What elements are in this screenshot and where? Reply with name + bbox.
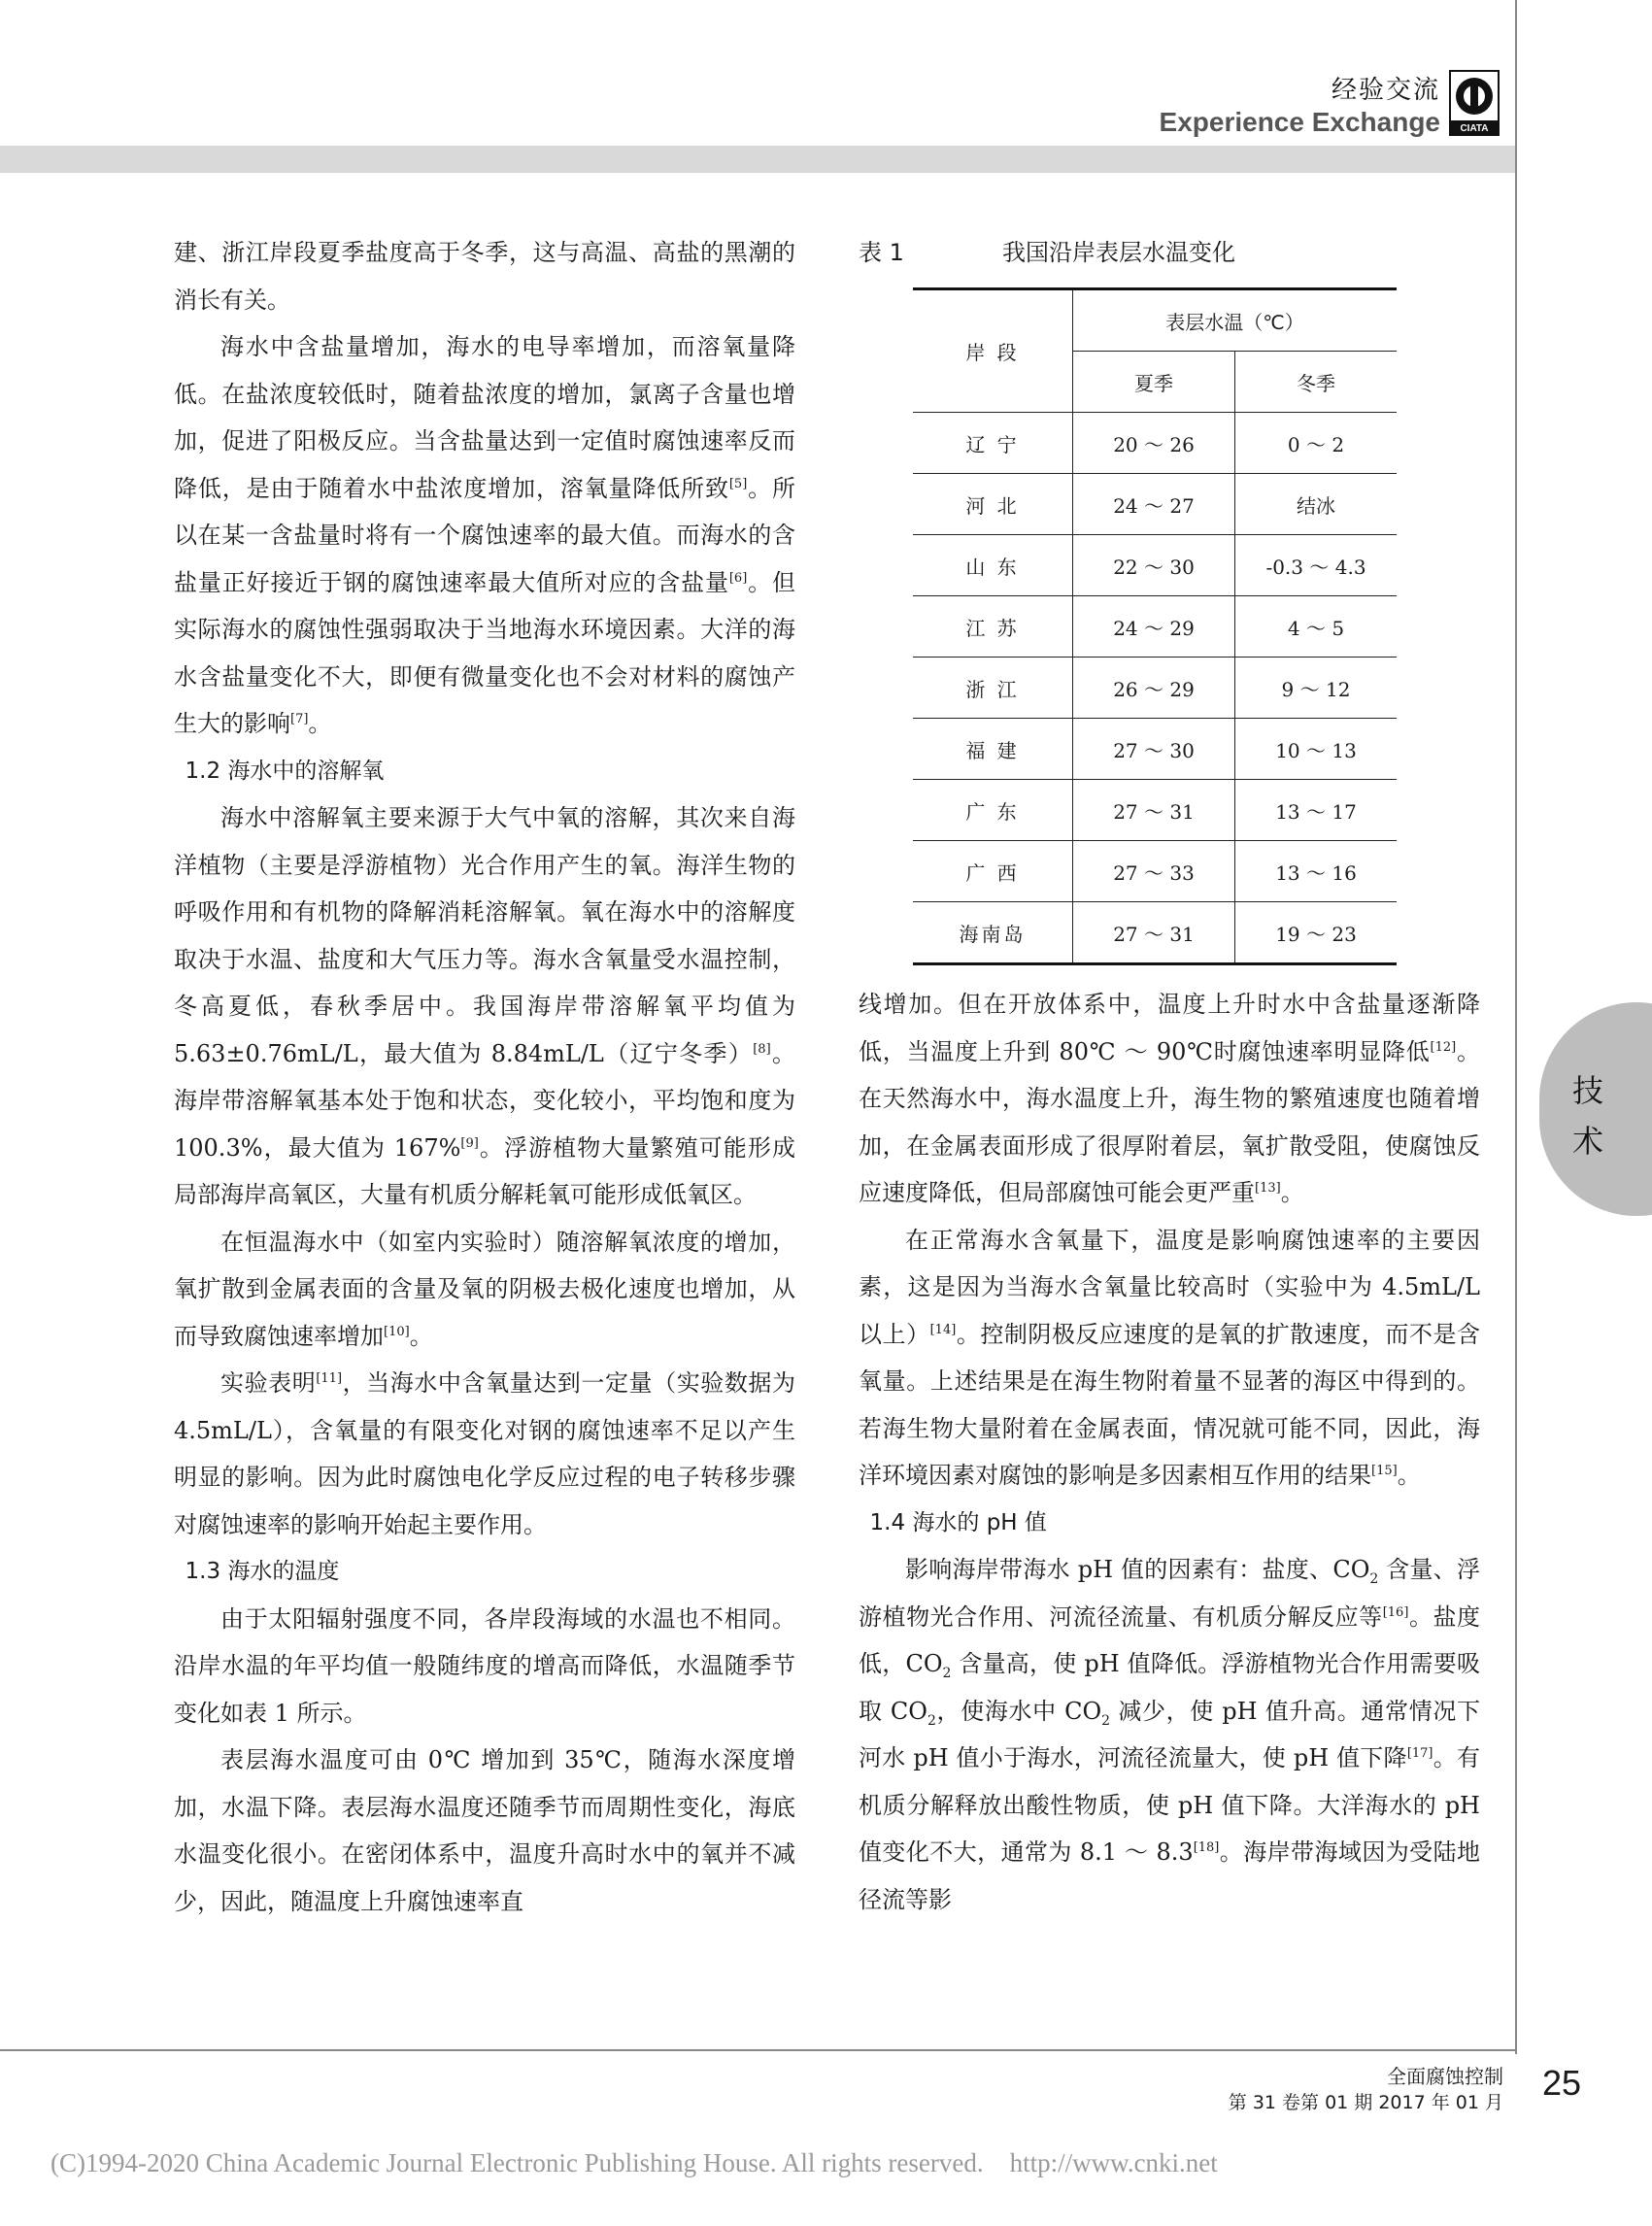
table-row: 山 东 22 ～ 30 -0.3 ～ 4.3 [913,535,1397,596]
paragraph: 实验表明[11]，当海水中含氧量达到一定量（实验数据为 4.5mL/L），含氧量的有限变化对钢的腐蚀速率不足以产生明显的影响。因为此时腐蚀电化学反应过程的电子转移步骤对腐蚀速率的影响开始起主要作用。 [174,1369,796,1538]
citation: [15] [1371,1464,1398,1478]
journal-name: 全面腐蚀控制 [1387,2065,1503,2088]
header-band [0,146,1515,173]
table-row: 广 东 27 ～ 31 13 ～ 17 [913,780,1397,841]
citation: [10] [384,1324,410,1339]
left-column [174,229,795,1925]
paragraph: 海水中含盐量增加，海水的电导率增加，而溶氧量降低。在盐浓度较低时，随着盐浓度的增加，氯离子含量也增加，促进了阳极反应。当含盐量达到一定值时腐蚀速率反而降低，是由于随着水中盐浓度增加，溶氧量降低所致[5]。所以在某一含盐量时将有一个腐蚀速率的最大值。而海水的含盐量正好接近于钢的腐蚀速率最大值所对应的含盐量[6]。但实际海水的腐蚀性强弱取决于当地海水环境因素。大洋的海水含盐量变化不大，即便有微量变化也不会对材料的腐蚀产生大的影响[7]。 [174,333,796,737]
footer-rule [0,2049,1515,2051]
citation: [8] [753,1041,771,1057]
citation: [13] [1255,1181,1281,1196]
header-summer: 夏季 [1073,352,1235,413]
header-winter: 冬季 [1235,352,1398,413]
copyright-watermark: (C)1994-2020 China Academic Journal Electronic Publishing House. All rights reserved. http://www.cnki.net [51,2148,1218,2177]
paragraph: 海水中溶解氧主要来源于大气中氧的溶解，其次来自海洋植物（主要是浮游植物）光合作用产生的氧。海洋生物的呼吸作用和有机物的降解消耗溶解氧。氧在海水中的溶解度取决于水温、盐度和大气压力等。海水含氧量受水温控制，冬高夏低，春秋季居中。我国海岸带溶解氧平均值为 5.63±0.76mL/L，最大值为 8.84mL/L（辽宁冬季）[8]。海岸带溶解氧基本处于饱和状态，变化较小，平均饱和度为 100.3%，最大值为 167%[9]。浮游植物大量繁殖可能形成局部海岸高氧区，大量有机质分解耗氧可能形成低氧区。 [174,804,795,1208]
citation: [16] [1382,1604,1409,1620]
side-tab-char: 技 [1572,1072,1604,1109]
table-row: 福 建 27 ～ 30 10 ～ 13 [913,719,1397,780]
water-temperature-table [913,287,1397,965]
paragraph: 影响海岸带海水 pH 值的因素有：盐度、$CO_2$ 含量、浮游植物光合作用、河流径流量、有机质分解反应等[16]。盐度低，$CO_2$ 含量高，使 pH 值降低。浮游植物光合作用需要吸取 $CO_2$，使海水中 $CO_2$ 减少，使 pH 值升高。通常情况下河水 pH 值小于海水，河流径流量大，使 pH 值下降[17]。有机质分解释放出酸性物质，使 pH 值下降。大洋海水的 pH 值变化不大，通常为 8.1 ～ 8.3[18]。海岸带海域因为受陆地径流等影 [859,1556,1481,1913]
side-tab-char: 术 [1572,1123,1604,1160]
paragraph: 表层海水温度可由 0℃ 增加到 35℃，随海水深度增加，水温下降。表层海水温度还随季节而周期性变化，海底水温变化很小。在密闭体系中，温度升高时水中的氧并不减少，因此，随温度上升腐蚀速率直 [174,1746,795,1915]
table-row: 辽 宁 20 ～ 26 0 ～ 2 [913,413,1397,474]
table-title: 我国沿岸表层水温变化 [1002,239,1235,266]
table-row: 河 北 24 ～ 27 结冰 [913,474,1397,535]
paragraph: 线增加。但在开放体系中，温度上升时水中含盐量逐渐降低，当温度上升到 80℃ ～ 90℃时腐蚀速率明显降低[12]。在天然海水中，海水温度上升，海生物的繁殖速度也随着增加，在金属表面形成了很厚附着层，氧扩散受阻，使腐蚀反应速度降低，但局部腐蚀可能会更严重[13]。 [859,991,1480,1206]
citation: [5] [728,476,748,491]
table-row: 浙 江 26 ～ 29 9 ～ 12 [913,658,1397,719]
table-row: 江 苏 24 ～ 29 4 ～ 5 [913,596,1397,658]
right-margin-rule [1515,0,1517,2054]
section-heading-1-3: 1.3 海水的温度 [185,1559,340,1584]
issue-info: 第 31 卷第 01 期 2017 年 01 月 [1228,2092,1503,2113]
citation: [7] [290,712,309,726]
ciata-logo [1449,70,1500,136]
table-caption [859,233,1235,267]
citation: [18] [1193,1840,1220,1855]
citation: [14] [929,1322,957,1337]
right-column [859,981,1480,1923]
section-title-en: Experience Exchange [1159,107,1440,137]
citation: [6] [728,570,748,586]
paragraph: 在正常海水含氧量下，温度是影响腐蚀速率的主要因素，这是因为当海水含氧量比较高时（实验中为 4.5mL/L 以上）[14]。控制阴极反应速度的是氧的扩散速度，而不是含氧量。上述结果是在海生物附着量不显著的海区中得到的。若海生物大量附着在金属表面，情况就可能不同，因此，海洋环境因素对腐蚀的影响是多因素相互作用的结果[15]。 [859,1226,1481,1489]
section-title-cn: 经验交流 [1331,76,1440,105]
table-label: 表 1 [859,239,904,266]
section-heading-1-2: 1.2 海水中的溶解氧 [185,758,385,784]
paragraph: 在恒温海水中（如室内实验时）随溶解氧浓度的增加，氧扩散到金属表面的含量及氧的阴极去极化速度也增加，从而导致腐蚀速率增加[10]。 [174,1228,795,1350]
section-heading-1-4: 1.4 海水的 pH 值 [869,1509,1047,1535]
side-section-tab [1539,1002,1652,1216]
citation: [17] [1406,1746,1433,1761]
citation: [11] [316,1371,343,1386]
citation: [12] [1430,1039,1457,1055]
paragraph: 建、浙江岸段夏季盐度高于冬季，这与高温、高盐的黑潮的消长有关。 [174,239,795,314]
table-row: 海南岛 27 ～ 31 19 ～ 23 [913,902,1397,964]
header-temperature: 表层水温（℃） [1073,289,1398,352]
paragraph: 由于太阳辐射强度不同，各岸段海域的水温也不相同。沿岸水温的年平均值一般随纬度的增高而降低，水温随季节变化如表 1 所示。 [174,1604,795,1727]
logo-text: CIATA [1460,123,1489,134]
table-row: 广 西 27 ～ 33 13 ～ 16 [913,841,1397,902]
header-section: 岸 段 [913,289,1073,413]
page-number: 25 [1542,2063,1582,2103]
citation: [9] [460,1135,479,1151]
